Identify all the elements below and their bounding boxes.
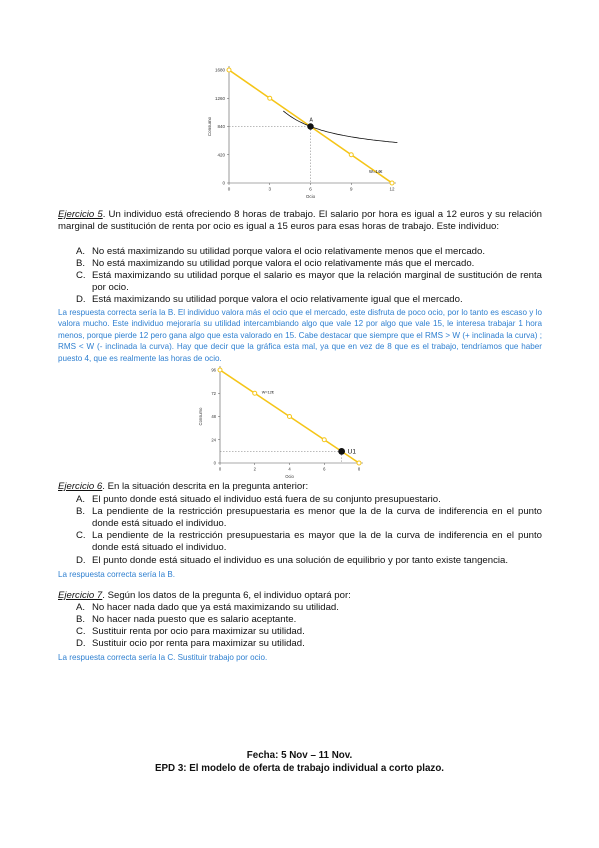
ex7-text: . Según los datos de la pregunta 6, el individuo optará por: xyxy=(102,590,351,601)
y-axis-label: Consumo xyxy=(198,407,203,426)
point-u1 xyxy=(338,448,345,455)
ex5-option-b-letter: B. xyxy=(76,258,86,269)
ex5-option-c-letter: C. xyxy=(76,270,86,281)
ex5-question xyxy=(58,209,542,234)
ex6-option-a-text: El punto donde está situado el individuo está fuera de su conjunto presupuestario. xyxy=(92,494,441,505)
y-tick-label: 1680 xyxy=(214,67,225,73)
point-u1-label: U1 xyxy=(347,448,356,456)
ex7-option-c-letter: C. xyxy=(76,626,86,637)
y-tick-label: 72 xyxy=(211,390,216,396)
ex6-option-c-text: La pendiente de la restricción presupuestaria es mayor que la de la curva de indiferencia en el punto donde está situado el individuo. xyxy=(92,530,542,554)
data-point xyxy=(288,415,292,419)
ex6-option-b xyxy=(76,506,542,531)
x-tick-label: 2 xyxy=(253,466,256,472)
ex6-option-b-text: La pendiente de la restricción presupuestaria es menor que la de la curva de indiferencia en el punto donde está situado el individuo. xyxy=(92,506,542,530)
ex5-option-d-text: Está maximizando su utilidad porque valora el ocio relativamente igual que el mercado. xyxy=(92,294,463,305)
data-point xyxy=(390,181,394,185)
ex6-text: . En la situación descrita en la pregunta anterior: xyxy=(102,481,309,492)
x-tick-label: 12 xyxy=(389,186,395,192)
ex7-option-d-text: Sustituir ocio por renta para maximizar su utilidad. xyxy=(92,638,305,649)
ex6-option-c-letter: C. xyxy=(76,530,86,541)
series-label: W=12€ xyxy=(261,390,274,395)
ex5-option-b xyxy=(76,258,542,270)
ex5-option-b-text: No está maximizando su utilidad porque valora el ocio relativamente más que el mercado. xyxy=(92,258,475,269)
x-tick-label: 6 xyxy=(323,466,326,472)
data-point xyxy=(253,391,257,395)
y-axis-label: Consumo xyxy=(207,116,212,137)
ex7-option-d xyxy=(76,638,542,650)
ex7-answer: La respuesta correcta sería la C. Sustituir trabajo por ocio. xyxy=(58,653,268,662)
ex5-option-c-text: Está maximizando su utilidad porque el salario es mayor que la relación marginal de sustitución de renta por ocio. xyxy=(92,270,542,294)
ex6-question xyxy=(58,481,542,493)
ex6-option-b-letter: B. xyxy=(76,506,86,517)
ex7-question xyxy=(58,590,542,602)
data-point xyxy=(218,368,222,372)
ex7-option-b-letter: B. xyxy=(76,614,86,625)
footer-title: EPD 3: El modelo de oferta de trabajo individual a corto plazo. xyxy=(154,763,445,774)
ex7-option-c xyxy=(76,626,542,638)
point-a xyxy=(307,123,313,129)
ex5-option-a-letter: A. xyxy=(76,246,86,257)
data-point xyxy=(322,438,326,442)
x-axis-label: Ocio xyxy=(285,474,294,479)
point-a-label: A xyxy=(309,117,313,124)
ex5-option-c xyxy=(76,270,542,295)
ex6-option-d-text: El punto donde está situado el individuo es una solución de equilibrio y por tanto existe tangencia. xyxy=(92,555,509,566)
ex6-option-d-letter: D. xyxy=(76,555,86,566)
x-tick-label: 3 xyxy=(268,186,272,192)
y-tick-label: 48 xyxy=(211,414,216,419)
indifference-curve xyxy=(283,111,397,143)
y-tick-label: 420 xyxy=(217,152,225,158)
y-tick-label: 1260 xyxy=(214,95,225,101)
ex5-answer: La respuesta correcta sería la B. El individuo valora más el ocio que el mercado, este disfruta de poco ocio, por lo tanto es escaso y lo valora mucho. Este individuo mejoraría su utilidad intercambiando algo que vale 12 por algo que vale 15, le interesa trabajar 1 hora menos, porque pierde 12 pero gana algo que esta valorado en 15. Cabe destacar que siempre que el RMS > W (+ inclinada la curva) ; RMS < W (- inclinada la curva). Hay que decir que la gráfica esta mal, ya que en vez de 8 que es el trabajo, tendríamos que haber puesto 4, que es realmente las horas de ocio. xyxy=(58,308,542,363)
ex7-option-c-text: Sustituir renta por ocio para maximizar su utilidad. xyxy=(92,626,305,637)
chart-1 xyxy=(205,58,405,208)
ex5-text: . Un individuo está ofreciendo 8 horas de trabajo. El salario por hora es igual a 12 euros y su relación marginal de sustitución de renta por ocio es igual a 15 euros para esas horas de trabajo. Este individuo: xyxy=(58,209,542,233)
ex6-title: Ejercicio 6 xyxy=(58,481,103,492)
ex7-option-b-text: No hacer nada puesto que es salario aceptante. xyxy=(92,614,297,625)
data-point xyxy=(349,153,353,157)
series-label: W=14€ xyxy=(369,168,383,174)
ex6-option-a xyxy=(76,494,542,506)
ex6-option-d xyxy=(76,555,542,567)
ex6-option-c xyxy=(76,530,542,555)
ex7-option-b xyxy=(76,614,542,626)
y-tick-label: 96 xyxy=(211,367,216,373)
data-point xyxy=(227,68,231,72)
x-tick-label: 0 xyxy=(218,466,222,472)
data-point xyxy=(268,96,272,100)
x-tick-label: 9 xyxy=(349,186,353,192)
data-point xyxy=(357,461,361,465)
y-tick-label: 24 xyxy=(211,437,216,443)
x-axis-label: Ocio xyxy=(305,194,316,199)
y-tick-label: 0 xyxy=(213,460,216,466)
ex5-title: Ejercicio 5 xyxy=(58,209,103,220)
ex7-option-a-letter: A. xyxy=(76,602,86,613)
footer-date: Fecha: 5 Nov – 11 Nov. xyxy=(246,750,353,761)
ex5-option-a-text: No está maximizando su utilidad porque valora el ocio relativamente menos que el mercado. xyxy=(92,246,486,257)
ex7-title: Ejercicio 7 xyxy=(58,590,103,601)
ex6-option-a-letter: A. xyxy=(76,494,86,505)
y-tick-label: 840 xyxy=(217,124,225,129)
x-tick-label: 6 xyxy=(309,186,312,192)
ex7-option-a xyxy=(76,602,542,614)
y-tick-label: 0 xyxy=(222,180,225,186)
x-tick-label: 8 xyxy=(357,466,361,472)
ex6-answer: La respuesta correcta sería la B. xyxy=(58,570,175,579)
ex7-option-a-text: No hacer nada dado que ya está maximizando su utilidad. xyxy=(92,602,339,613)
x-tick-label: 0 xyxy=(227,186,231,192)
ex5-option-d-letter: D. xyxy=(76,294,86,305)
x-tick-label: 4 xyxy=(288,466,291,472)
ex5-option-d xyxy=(76,294,542,306)
ex5-option-a xyxy=(76,246,542,258)
ex7-option-d-letter: D. xyxy=(76,638,86,649)
chart-2 xyxy=(198,362,378,482)
